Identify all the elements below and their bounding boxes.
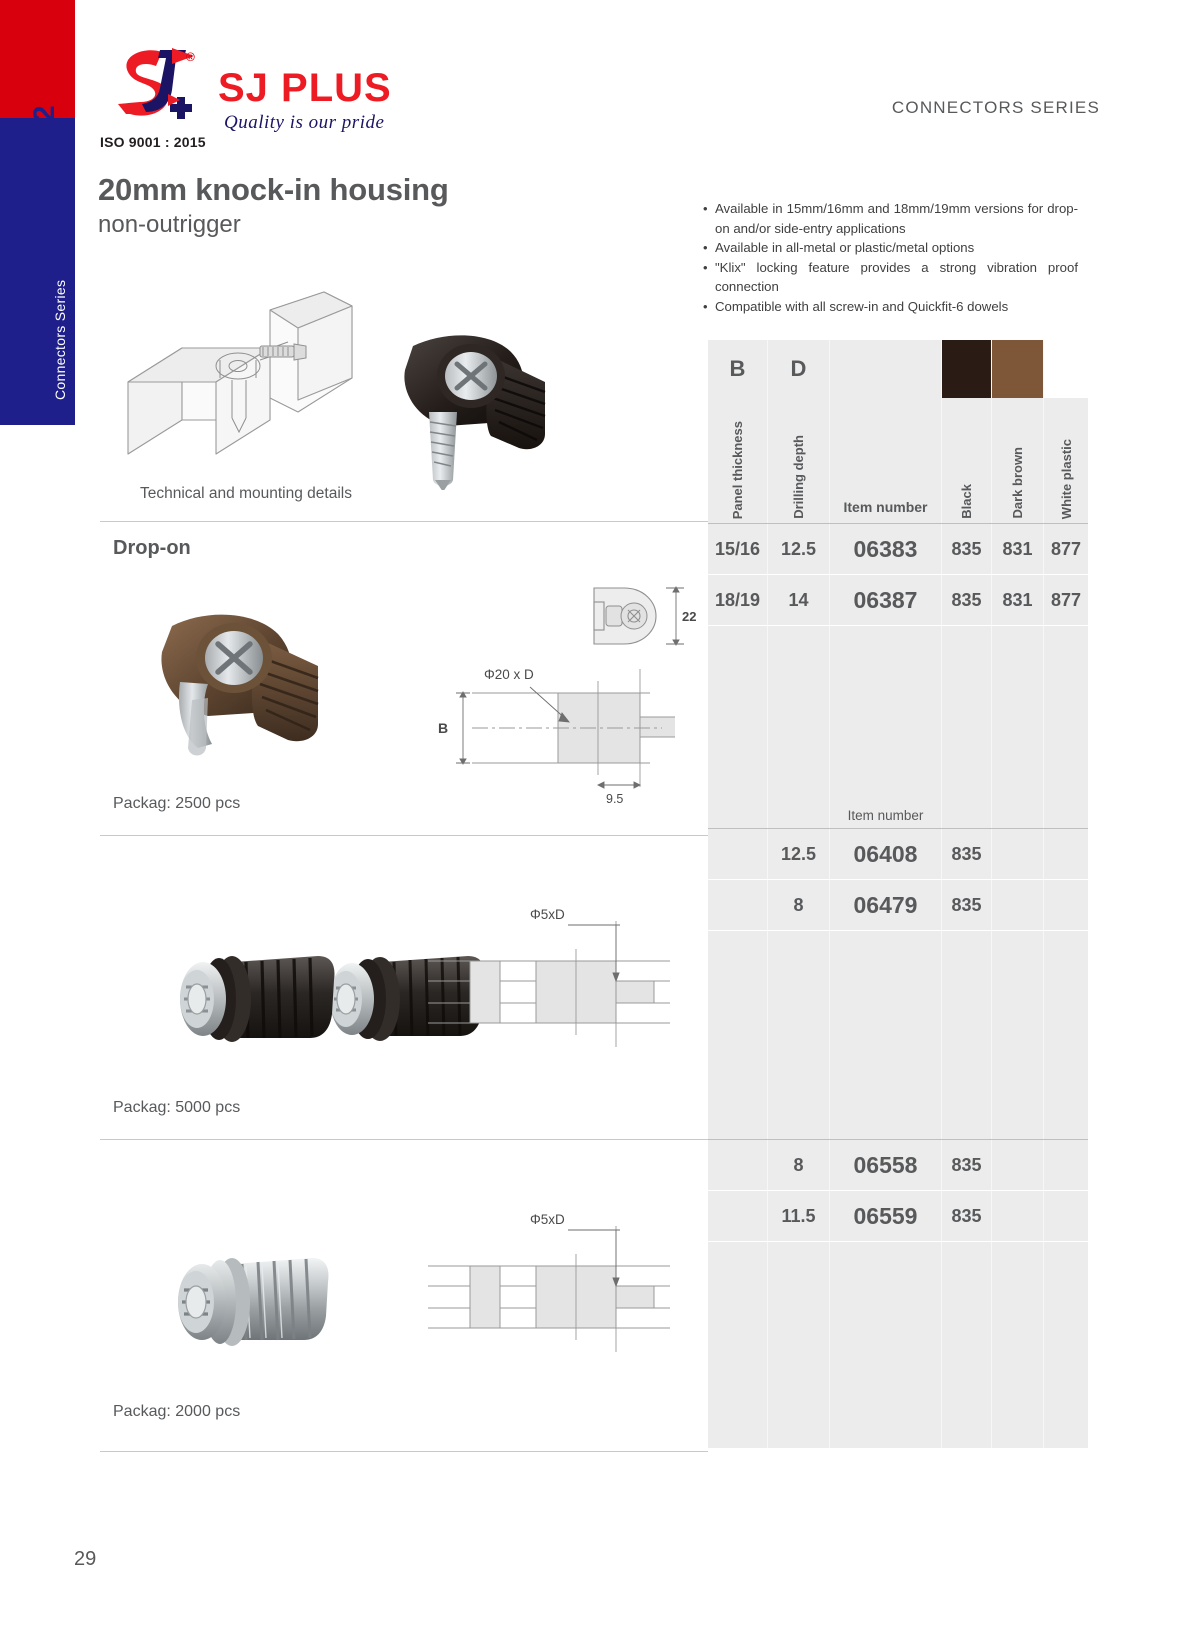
cell-dark-brown: [992, 1191, 1044, 1241]
packaging-label-1: Packag: 2500 pcs: [113, 795, 241, 812]
subheader-item-number: Item number: [830, 782, 942, 828]
cell-panel-thickness: 15/16: [708, 524, 768, 574]
table-row: [708, 575, 1088, 625]
filler-cell: [708, 931, 768, 1139]
filler-cell: [708, 1242, 768, 1448]
cell-dark-brown: 831: [992, 575, 1044, 625]
cell-item-number: 06479: [830, 880, 942, 930]
housing-product-photo-black: [395, 330, 565, 490]
sidebar-series-label: Connectors Series: [52, 279, 68, 400]
page-subtitle: non-outrigger: [98, 211, 241, 238]
dim-b-label: B: [438, 720, 449, 736]
cell-item-number: 06408: [830, 829, 942, 879]
cell-black: 835: [942, 829, 992, 879]
feature-item: • Compatible with all screw-in and Quickfit-6 dowels: [703, 297, 1078, 317]
header-panel-thickness: Panel thickness: [708, 398, 768, 523]
series-header-title: CONNECTORS SERIES: [891, 98, 1100, 117]
dim-9-5-label: 9.5: [606, 792, 624, 805]
cell-drilling-depth: 11.5: [768, 1191, 830, 1241]
header-black: Black: [942, 398, 992, 523]
housing-product-photo-brown: [150, 608, 340, 778]
cell-black: 835: [942, 880, 992, 930]
brand-logo: [100, 42, 460, 154]
section-divider: [100, 1139, 708, 1140]
packaging-label-2: Packag: 5000 pcs: [113, 1099, 241, 1116]
cell-white-plastic: [1044, 829, 1088, 879]
cell-drilling-depth: 12.5: [768, 524, 830, 574]
cell-item-number: 06383: [830, 524, 942, 574]
subheader-spacer: [942, 782, 992, 828]
sj-monogram-icon: [110, 42, 210, 132]
cell-white-plastic: [1044, 1191, 1088, 1241]
header-white-plastic: White plastic: [1044, 398, 1088, 523]
filler-cell: [942, 626, 992, 782]
cell-black: 835: [942, 1191, 992, 1241]
brand-tagline: Quality is our pride: [224, 112, 385, 133]
cell-white-plastic: [1044, 880, 1088, 930]
table-row: [708, 524, 1088, 574]
table-header-labels: [708, 398, 1088, 523]
swatch-black: [942, 340, 992, 398]
cell-panel-thickness: [708, 1191, 768, 1241]
cell-white-plastic: 877: [1044, 575, 1088, 625]
cell-item-number: 06387: [830, 575, 942, 625]
cell-black: 835: [942, 1140, 992, 1190]
page-title: 20mm knock-in housing: [98, 172, 449, 207]
mounting-detail-drawing: [120, 290, 370, 480]
filler-cell: [992, 931, 1044, 1139]
section-divider: [100, 521, 708, 522]
feature-item: • Available in all-metal or plastic/metal options: [703, 238, 1078, 258]
section-divider: [100, 835, 708, 836]
bore-section-drawing-5-b: [420, 1200, 680, 1365]
filler-cell: [942, 931, 992, 1139]
header-spacer: [830, 340, 942, 398]
cell-black: 835: [942, 524, 992, 574]
filler-cell: [708, 626, 768, 782]
header-drilling-depth: Drilling depth: [768, 398, 830, 523]
subheader-spacer: [708, 782, 768, 828]
cell-dark-brown: [992, 880, 1044, 930]
filler-cell: [830, 1242, 942, 1448]
swatch-white-plastic: [1044, 340, 1088, 398]
cell-dark-brown: [992, 1140, 1044, 1190]
screw-dowel-photo-black-wrap: [148, 940, 343, 1070]
bore-section-drawing-5-a: [420, 895, 680, 1060]
header-dark-brown: Dark brown: [992, 398, 1044, 523]
cell-white-plastic: [1044, 1140, 1088, 1190]
header-b-letter: B: [708, 340, 768, 398]
subheader-spacer: [1044, 782, 1088, 828]
filler-cell: [1044, 1242, 1088, 1448]
filler-cell: [992, 1242, 1044, 1448]
filler-cell: [768, 1242, 830, 1448]
feature-item: • "Klix" locking feature provides a strong vibration proof connection: [703, 258, 1078, 297]
technical-details-caption: Technical and mounting details: [140, 485, 352, 502]
table-row: [708, 1191, 1088, 1241]
bore-section-drawing-20: [410, 655, 675, 805]
feature-item: • Available in 15mm/16mm and 18mm/19mm versions for drop-on and/or side-entry applications: [703, 199, 1078, 238]
subheader-spacer: [992, 782, 1044, 828]
bore-5-label-a: Φ5xD: [530, 907, 565, 922]
cell-item-number: 06559: [830, 1191, 942, 1241]
cell-panel-thickness: [708, 1140, 768, 1190]
cell-panel-thickness: [708, 829, 768, 879]
section-divider: [100, 1451, 708, 1452]
registered-trademark-icon: ®: [186, 50, 195, 64]
filler-cell: [830, 931, 942, 1139]
table-row: [708, 880, 1088, 930]
feature-list: [703, 199, 1078, 316]
brand-name: SJ PLUS: [218, 66, 392, 110]
table-row: [708, 829, 1088, 879]
table-filler: [708, 1242, 1088, 1448]
filler-cell: [768, 931, 830, 1139]
subheader-spacer: [768, 782, 830, 828]
cell-item-number: 06558: [830, 1140, 942, 1190]
dim-22-label: 22: [682, 609, 697, 624]
end-view-drawing: [580, 578, 698, 658]
sidebar-section-number: 2: [28, 105, 61, 122]
cell-dark-brown: 831: [992, 524, 1044, 574]
bore-20-label: Φ20 x D: [484, 667, 534, 682]
filler-cell: [992, 626, 1044, 782]
swatch-dark-brown: [992, 340, 1044, 398]
cell-dark-brown: [992, 829, 1044, 879]
header-d-letter: D: [768, 340, 830, 398]
table-header-top: [708, 340, 1088, 398]
cell-panel-thickness: [708, 880, 768, 930]
cell-black: 835: [942, 575, 992, 625]
filler-cell: [1044, 931, 1088, 1139]
table-row: [708, 1140, 1088, 1190]
drop-on-section-label: Drop-on: [113, 537, 191, 559]
cell-drilling-depth: 14: [768, 575, 830, 625]
table-filler: [708, 626, 1088, 782]
cell-drilling-depth: 8: [768, 880, 830, 930]
filler-cell: [1044, 626, 1088, 782]
sidebar-series-tab: [0, 0, 75, 425]
header-item-number-1: Item number: [830, 398, 942, 523]
cell-white-plastic: 877: [1044, 524, 1088, 574]
packaging-label-3: Packag: 2000 pcs: [113, 1403, 241, 1420]
page-number: 29: [74, 1548, 97, 1570]
table-subheader-item-number: [708, 782, 1088, 828]
bore-5-label-b: Φ5xD: [530, 1212, 565, 1227]
table-filler: [708, 931, 1088, 1139]
steel-dowel-photo: [150, 1240, 350, 1370]
cell-drilling-depth: 12.5: [768, 829, 830, 879]
cell-drilling-depth: 8: [768, 1140, 830, 1190]
iso-certification-label: ISO 9001 : 2015: [100, 134, 206, 150]
filler-cell: [768, 626, 830, 782]
filler-cell: [942, 1242, 992, 1448]
product-specification-table: [708, 340, 1088, 1448]
filler-cell: [830, 626, 942, 782]
cell-panel-thickness: 18/19: [708, 575, 768, 625]
